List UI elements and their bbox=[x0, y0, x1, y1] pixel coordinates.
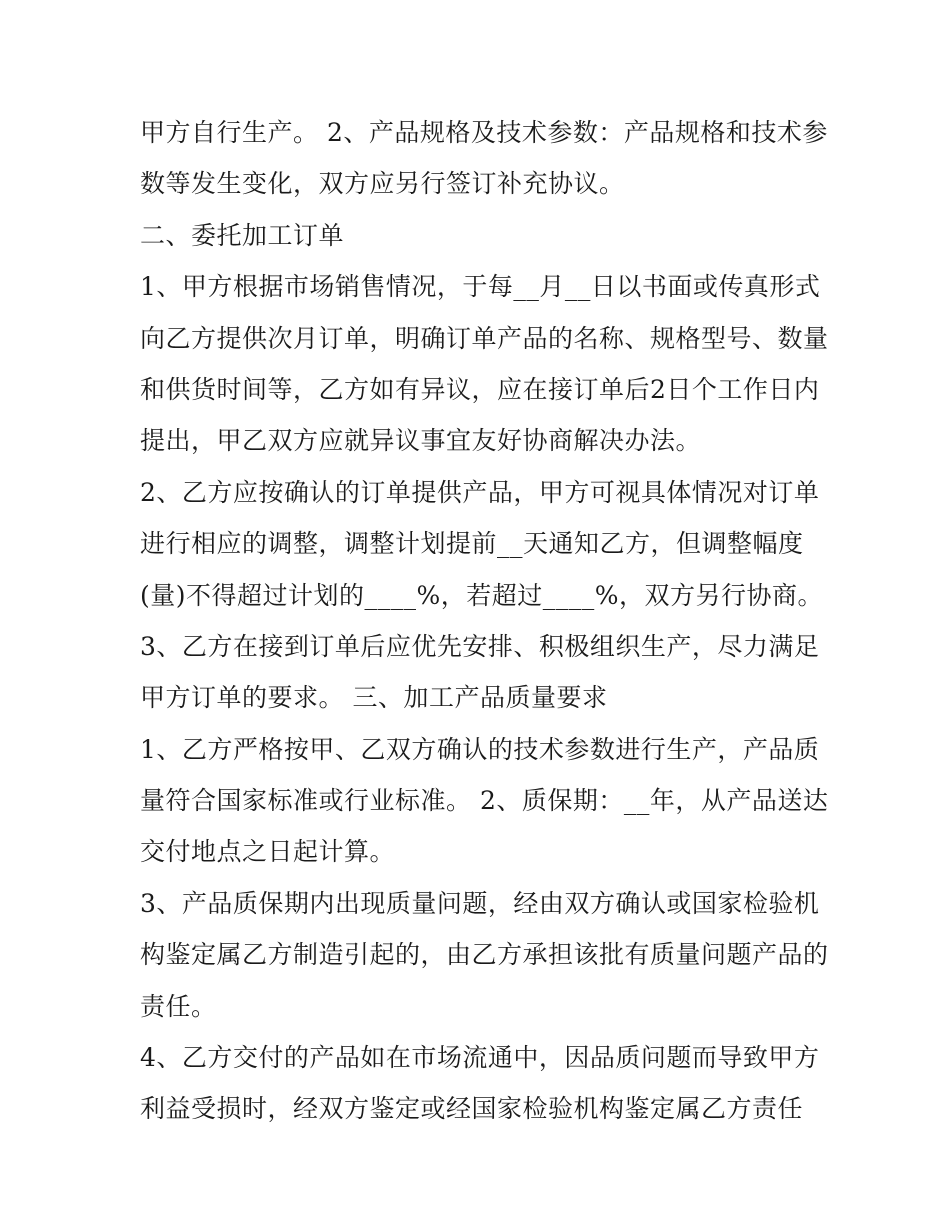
text-line: 甲方订单的要求。 三、加工产品质量要求 bbox=[140, 683, 608, 713]
text-line: 1、甲方根据市场销售情况，于每__月__日以书面或传真形式 bbox=[140, 272, 821, 302]
text-line: 4、乙方交付的产品如在市场流通中，因品质问题而导致甲方 bbox=[140, 1043, 820, 1073]
text-line: (量)不得超过计划的____%，若超过____%，双方另行协商。 bbox=[140, 580, 824, 610]
text-line: 数等发生变化，双方应另行签订补充协议。 bbox=[140, 169, 625, 199]
text-line: 利益受损时，经双方鉴定或经国家检验机构鉴定属乙方责任 bbox=[140, 1094, 804, 1124]
text-line: 2、乙方应按确认的订单提供产品，甲方可视具体情况对订单 bbox=[140, 477, 820, 507]
text-line: 责任。 bbox=[140, 991, 217, 1021]
text-line: 交付地点之日起计算。 bbox=[140, 837, 396, 867]
text-line: 3、产品质保期内出现质量问题，经由双方确认或国家检验机 bbox=[140, 888, 820, 918]
text-line: 进行相应的调整，调整计划提前__天通知乙方，但调整幅度 bbox=[140, 529, 804, 559]
text-line: 1、乙方严格按甲、乙双方确认的技术参数进行生产，产品质 bbox=[140, 734, 820, 764]
text-line: 量符合国家标准或行业标准。 2、质保期：__年，从产品送达 bbox=[140, 786, 829, 816]
text-line: 和供货时间等，乙方如有异议，应在接订单后2日个工作日内 bbox=[140, 374, 820, 404]
text-line: 向乙方提供次月订单，明确订单产品的名称、规格型号、数量 bbox=[140, 323, 829, 353]
text-line: 构鉴定属乙方制造引起的，由乙方承担该批有质量问题产品的 bbox=[140, 940, 829, 970]
text-line: 甲方自行生产。 2、产品规格及技术参数：产品规格和技术参 bbox=[140, 118, 828, 147]
text-line: 3、乙方在接到订单后应优先安排、积极组织生产，尽力满足 bbox=[140, 631, 820, 661]
contract-body-text bbox=[140, 107, 829, 1135]
text-line: 提出，甲乙双方应就异议事宜友好协商解决办法。 bbox=[140, 426, 702, 456]
section-heading: 二、委托加工订单 bbox=[140, 220, 345, 250]
